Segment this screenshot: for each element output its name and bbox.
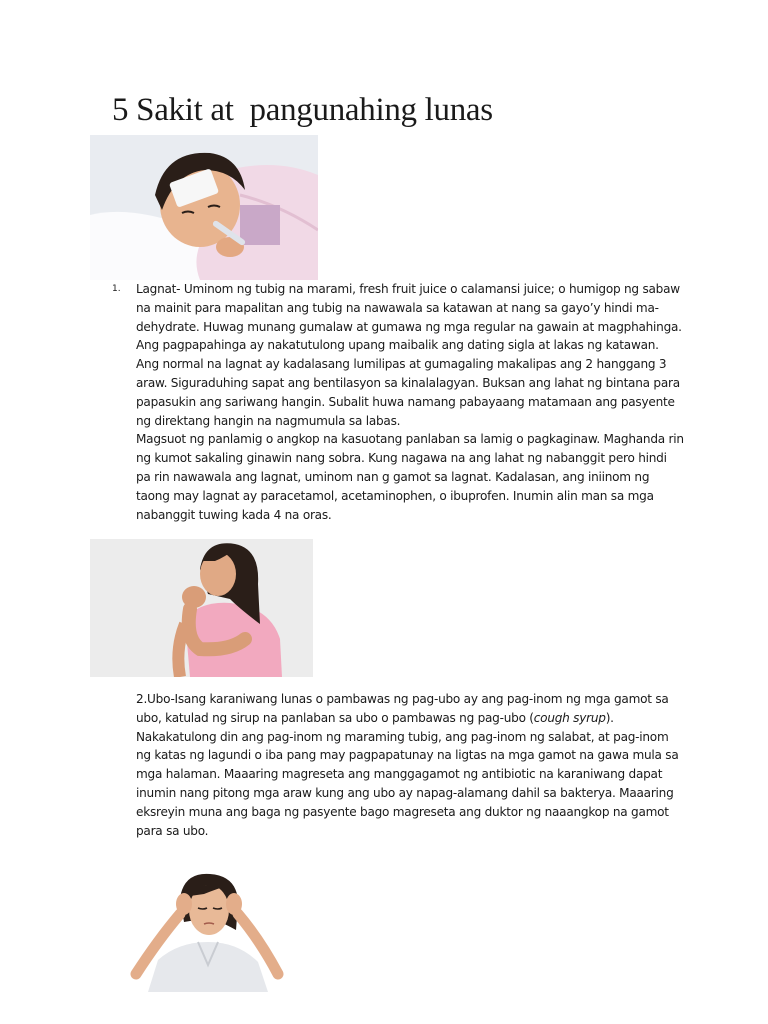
list-marker: 1. [112, 284, 121, 294]
cough-paragraph [136, 690, 684, 840]
cough-text-before: 2.Ubo-Isang karaniwang lunas o pambawas ng pag-ubo ay ang pag-inom ng mga gamot sa ubo, katulad ng sirup na panlaban sa ubo o pambawas ng pag-ubo ( [136, 692, 669, 725]
list-item-cough [136, 690, 684, 840]
list-item-fever [136, 280, 684, 524]
cough-syrup-term: cough syrup [533, 710, 606, 725]
sick-child-photo [90, 135, 318, 280]
coughing-woman-photo [90, 539, 313, 677]
fever-paragraph-1: Lagnat- Uminom ng tubig na marami, fresh fruit juice o calamansi juice; o humigop ng sabaw na mainit para mapalitan ang tubig na nawawala sa katawan at nang sa gayo’y hindi ma-dehydrate. Huwag munang gumalaw at gumawa ng mga regular na gawain at magphahinga. Ang pagpapahinga ay nakatutulong upang maibalik ang dating sigla at lakas ng katawan. Ang normal na lagnat ay kadalasang lumilipas at gumagaling makalipas ang 2 hanggang 3 araw. Siguraduhing sapat ang bentilasyon sa kinalalagyan. Buksan ang lahat ng bintana para papasukin ang sariwang hangin. Subalit huwa namang pabayaang matamaan ang pasyente ng direktang hangin na nagmumula sa labas. [136, 282, 682, 428]
document-title: 5 Sakit at pangunahing lunas [112, 92, 493, 128]
fever-paragraph-2: Magsuot ng panlamig o angkop na kasuotang panlaban sa lamig o pagkaginaw. Maghanda rin ng kumot sakaling ginawin nang sobra. Kung nagawa na ang lahat ng nabanggit pero hindi pa rin nawawala ang lagnat, uminom nan g gamot sa lagnat. Kadalasan, ang iniinom ng taong may lagnat ay paracetamol, acetaminophen, o ibuprofen. Inumin alin man sa mga nabanggit tuwing kada 4 na oras. [136, 432, 684, 522]
headache-woman-photo [118, 870, 288, 992]
cough-text-after: ). Nakakatulong din ang pag-inom ng maraming tubig, ang pag-inom ng salabat, at pag-inom ng katas ng lagundi o iba pang may pagpapatunay na ligtas na mga gamot na gawa mula sa mga halaman. Maaaring magreseta ang manggagamot ng antibiotic na karaniwang dapat inumin nang pitong mga araw kung ang ubo ay napag-alamang dahil sa bakterya. Maaaring eksreyin muna ang baga ng pasyente bago magreseta ang duktor ng naaangkop na gamot para sa ubo. [136, 710, 679, 838]
